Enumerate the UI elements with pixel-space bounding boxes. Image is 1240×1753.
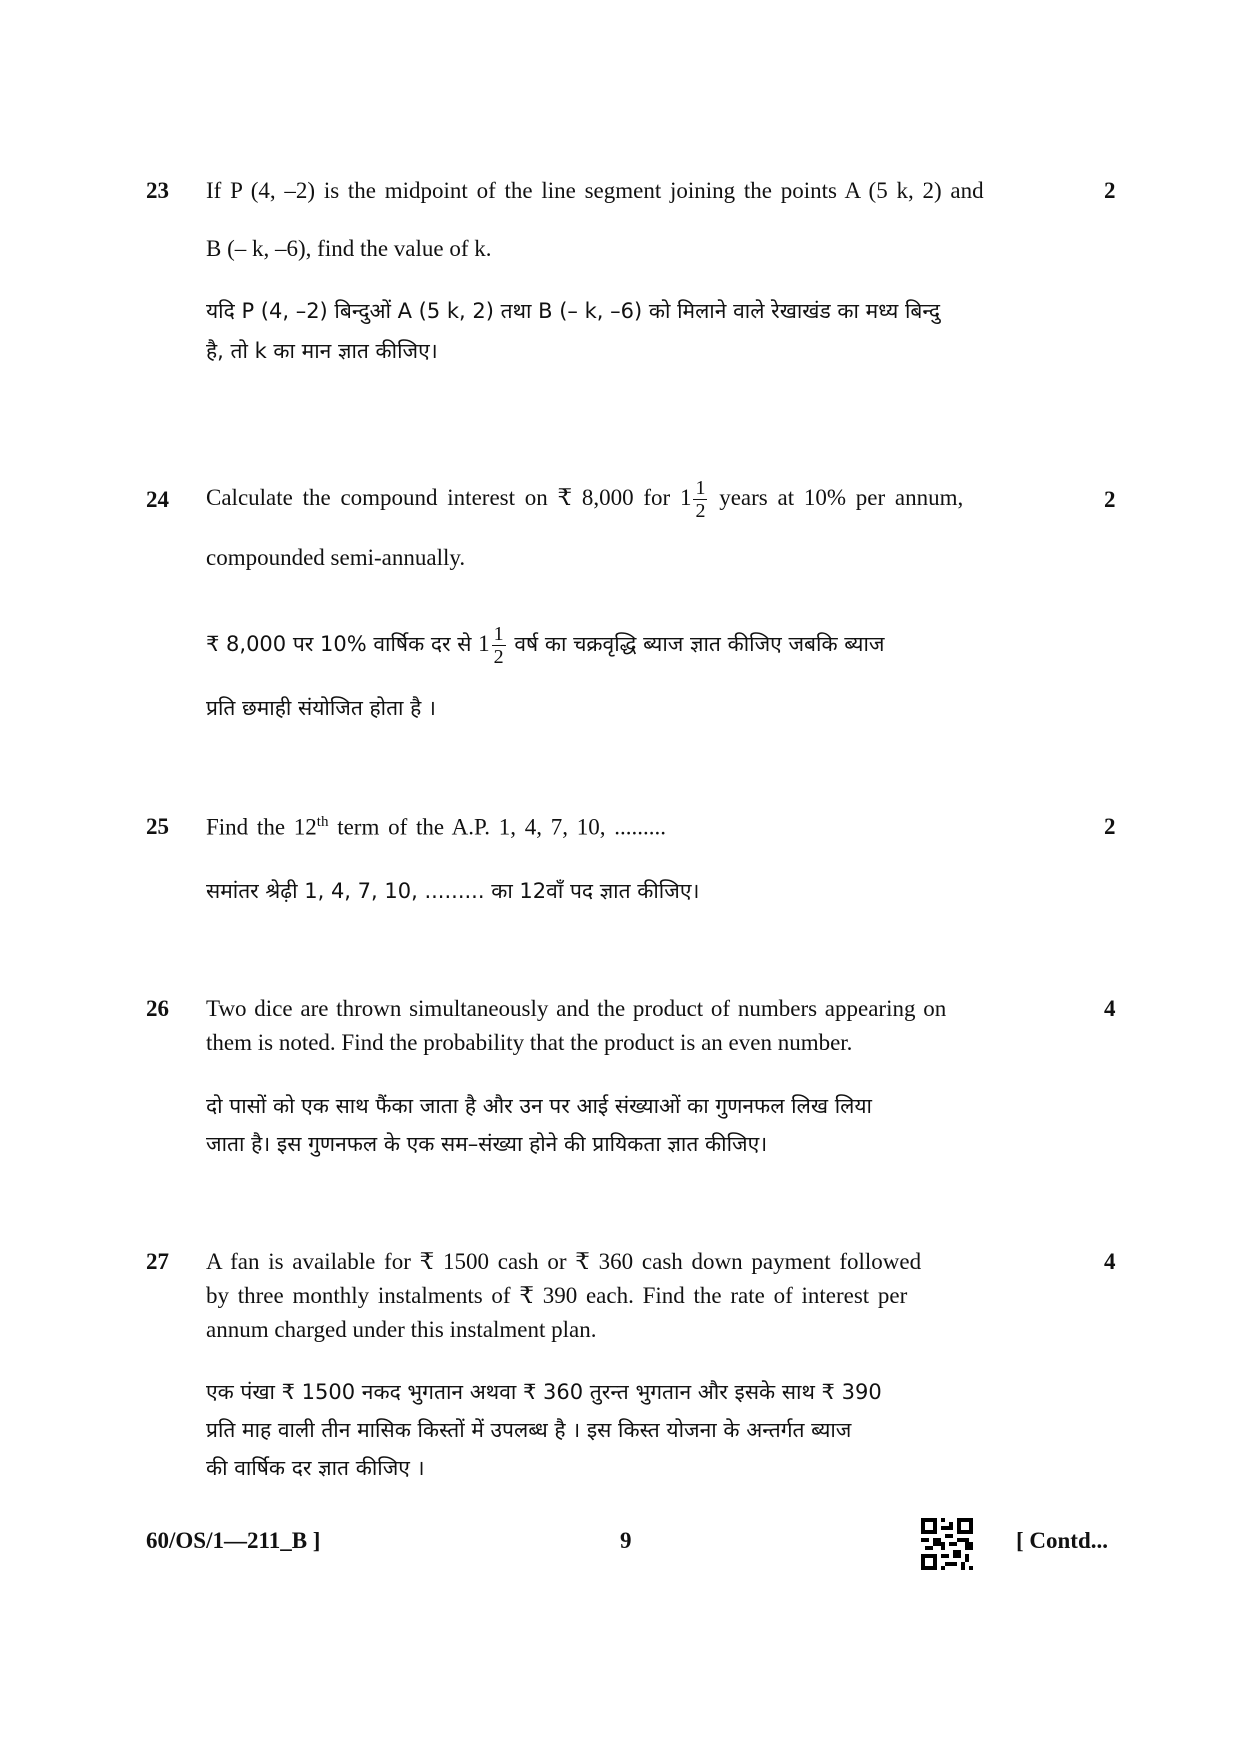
question-text-en-post: term of the A.P. 1, 4, 7, 10, ......... bbox=[328, 814, 666, 840]
question-text-hi: एक पंखा ₹ 1500 नकद भुगतान अथवा ₹ 360 तुरन्त भुगतान और इसके साथ ₹ 390 bbox=[206, 1380, 882, 1404]
question-number: 26 bbox=[146, 996, 169, 1021]
question-text-hi-cont: प्रति माह वाली तीन मासिक किस्तों में उपलब्ध है । इस किस्त योजना के अन्तर्गत ब्याज bbox=[206, 1418, 852, 1442]
question-number: 27 bbox=[146, 1249, 169, 1274]
fraction-numerator: 1 bbox=[695, 477, 706, 500]
fraction-denominator: 2 bbox=[493, 645, 504, 668]
paper-code: 60/OS/1—211_B ] bbox=[146, 1528, 321, 1553]
page-number: 9 bbox=[620, 1528, 632, 1553]
question-text-hi-post: वर्ष का चक्रवृद्धि ब्याज ज्ञात कीजिए जबकि ब्याज bbox=[514, 632, 885, 656]
question-text-hi-cont: प्रति छमाही संयोजित होता है । bbox=[206, 696, 436, 720]
question-text-en bbox=[206, 814, 666, 841]
continued-label: [ Contd... bbox=[1016, 1528, 1109, 1553]
question-text-hi: समांतर श्रेढ़ी 1, 4, 7, 10, ......... का 12वाँ पद ज्ञात कीजिए। bbox=[206, 879, 700, 903]
mixed-whole: 1 bbox=[478, 631, 490, 656]
question-marks: 4 bbox=[1104, 1249, 1116, 1274]
qr-code-icon bbox=[921, 1518, 973, 1570]
question-text-en bbox=[206, 470, 963, 526]
question-text-hi-cont: है, तो k का मान ज्ञात कीजिए। bbox=[206, 339, 438, 363]
fraction-numerator: 1 bbox=[493, 622, 504, 645]
fraction-denominator: 2 bbox=[695, 500, 706, 523]
question-text-en-post: years at 10% per annum, bbox=[719, 485, 964, 510]
question-text-en-pre: Calculate the compound interest on ₹ 8,000 for bbox=[206, 485, 671, 510]
question-marks: 2 bbox=[1104, 178, 1116, 203]
question-number: 23 bbox=[146, 178, 169, 203]
question-text-en: If P (4, –2) is the midpoint of the line segment joining the points A (5 k, 2) and bbox=[206, 178, 984, 203]
fraction bbox=[693, 477, 707, 522]
question-text-en: A fan is available for ₹ 1500 cash or ₹ 360 cash down payment followed bbox=[206, 1249, 922, 1274]
question-number: 25 bbox=[146, 814, 169, 839]
ordinal-suffix: th bbox=[316, 814, 329, 830]
question-text-en-cont: them is noted. Find the probability that the product is an even number. bbox=[206, 1030, 853, 1055]
question-number: 24 bbox=[146, 487, 169, 512]
question-marks: 4 bbox=[1104, 996, 1116, 1021]
question-text-hi: दो पासों को एक साथ फैंका जाता है और उन पर आई संख्याओं का गुणनफल लिख लिया bbox=[206, 1094, 872, 1118]
question-marks: 2 bbox=[1104, 487, 1116, 512]
question-text-en-cont2: annum charged under this instalment plan. bbox=[206, 1317, 597, 1342]
question-text-en: Two dice are thrown simultaneously and the product of numbers appearing on bbox=[206, 996, 947, 1021]
question-text-en-cont: B (– k, –6), find the value of k. bbox=[206, 236, 492, 261]
question-text-hi-pre: ₹ 8,000 पर 10% वार्षिक दर से bbox=[206, 632, 472, 656]
mixed-whole: 1 bbox=[679, 485, 692, 510]
question-text-hi-cont: जाता है। इस गुणनफल के एक सम–संख्या होने की प्रायिकता ज्ञात कीजिए। bbox=[206, 1132, 768, 1156]
question-text-hi: यदि P (4, –2) बिन्दुओं A (5 k, 2) तथा B (– k, –6) को मिलाने वाले रेखाखंड का मध्य बिन्दु bbox=[206, 299, 941, 323]
question-text-en-pre: Find the 12 bbox=[206, 814, 317, 840]
question-text-hi bbox=[206, 616, 885, 672]
fraction bbox=[492, 623, 506, 668]
question-text-en-cont: compounded semi-annually. bbox=[206, 545, 466, 570]
question-marks: 2 bbox=[1104, 814, 1116, 839]
question-text-en-cont: by three monthly instalments of ₹ 390 each. Find the rate of interest per bbox=[206, 1283, 908, 1308]
question-text-hi-cont2: की वार्षिक दर ज्ञात कीजिए । bbox=[206, 1456, 425, 1480]
